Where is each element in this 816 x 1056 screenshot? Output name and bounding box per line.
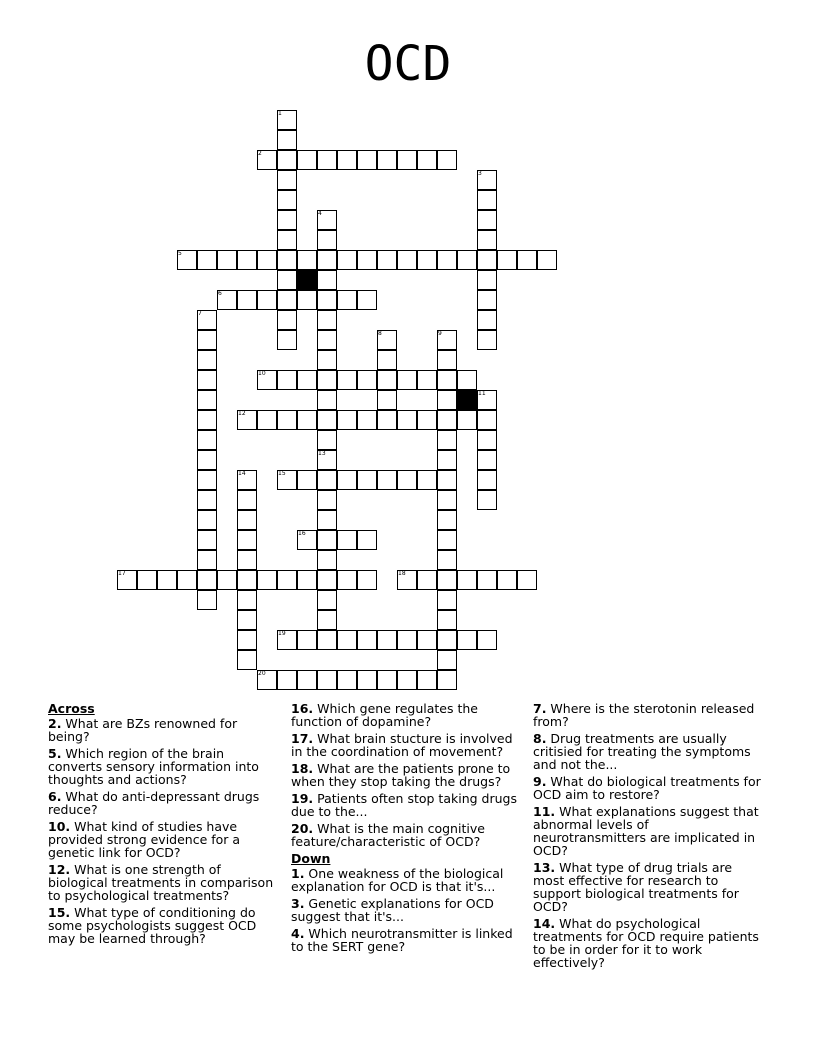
clue-number: 3. [291, 896, 305, 911]
clue-text: What is the main cognitive feature/characteristic of OCD? [291, 821, 485, 849]
grid-cell[interactable] [277, 330, 297, 350]
clue-text: What do psychological treatments for OCD require patients to be in order for it to work effectively? [533, 916, 759, 970]
grid-cell[interactable] [477, 410, 497, 430]
grid-cell[interactable] [357, 410, 377, 430]
grid-cell[interactable] [197, 350, 217, 370]
grid-cell[interactable] [437, 150, 457, 170]
clue-item [291, 702, 523, 728]
grid-cell[interactable] [477, 470, 497, 490]
grid-cell[interactable] [317, 430, 337, 450]
clue-item [533, 805, 765, 857]
clue-number: 1. [291, 866, 305, 881]
clue-number-label: 20 [258, 670, 266, 677]
grid-cell[interactable] [437, 350, 457, 370]
grid-cell[interactable] [197, 410, 217, 430]
clue-item [533, 732, 765, 771]
clue-text: What are the patients prone to when they stop taking the drugs? [291, 761, 511, 789]
grid-cell[interactable] [437, 390, 457, 410]
grid-cell[interactable] [317, 250, 337, 270]
clue-number: 20. [291, 821, 314, 836]
clue-text: Which gene regulates the function of dopamine? [291, 701, 478, 729]
grid-cell[interactable] [237, 290, 257, 310]
grid-cell[interactable] [317, 530, 337, 550]
grid-cell[interactable] [437, 450, 457, 470]
grid-cell[interactable] [197, 490, 217, 510]
grid-cell[interactable] [437, 430, 457, 450]
grid-cell[interactable] [317, 550, 337, 570]
grid-cell[interactable] [277, 370, 297, 390]
grid-cell[interactable] [297, 150, 317, 170]
grid-cell[interactable] [477, 450, 497, 470]
grid-cell[interactable] [357, 670, 377, 690]
clue-item [48, 747, 280, 786]
grid-cell[interactable] [277, 210, 297, 230]
grid-cell[interactable] [197, 470, 217, 490]
grid-cell[interactable] [217, 250, 237, 270]
clue-number: 16. [291, 701, 314, 716]
grid-cell[interactable] [377, 670, 397, 690]
grid-cell[interactable] [317, 390, 337, 410]
grid-cell[interactable] [337, 670, 357, 690]
grid-cell[interactable] [317, 510, 337, 530]
clue-text: What brain stucture is involved in the coordination of movement? [291, 731, 513, 759]
clue-number-label: 5 [178, 250, 182, 257]
grid-cell[interactable] [277, 230, 297, 250]
grid-cell[interactable] [337, 250, 357, 270]
clue-item [48, 863, 280, 902]
grid-cell[interactable] [357, 290, 377, 310]
grid-cell[interactable] [437, 630, 457, 650]
grid-cell[interactable] [197, 330, 217, 350]
clue-text: Patients often stop taking drugs due to the... [291, 791, 517, 819]
clue-item [291, 927, 523, 953]
clue-text: What is one strength of biological treatments in comparison to psychological treatments? [48, 862, 274, 903]
grid-cell[interactable] [317, 470, 337, 490]
grid-cell[interactable] [277, 670, 297, 690]
grid-cell[interactable] [437, 370, 457, 390]
grid-cell[interactable] [477, 330, 497, 350]
clue-item [291, 822, 523, 848]
clue-item [48, 820, 280, 859]
grid-cell[interactable] [297, 470, 317, 490]
clue-number: 18. [291, 761, 314, 776]
grid-cell[interactable] [237, 570, 257, 590]
grid-cell[interactable] [337, 630, 357, 650]
grid-cell[interactable] [297, 290, 317, 310]
grid-cell[interactable] [317, 490, 337, 510]
grid-cell[interactable] [397, 370, 417, 390]
grid-cell[interactable] [197, 430, 217, 450]
clue-item [533, 917, 765, 969]
clue-item [48, 906, 280, 945]
clue-number-label: 16 [298, 530, 306, 537]
grid-cell[interactable] [497, 570, 517, 590]
grid-cell[interactable] [357, 530, 377, 550]
grid-cell[interactable] [477, 570, 497, 590]
clue-number: 13. [533, 860, 556, 875]
grid-cell[interactable] [317, 410, 337, 430]
grid-cell[interactable] [397, 410, 417, 430]
puzzle-title: OCD [364, 36, 452, 92]
grid-cell[interactable] [317, 610, 337, 630]
grid-cell[interactable] [477, 310, 497, 330]
clue-text: One weakness of the biological explanation for OCD is that it's... [291, 866, 504, 894]
grid-cell[interactable] [277, 170, 297, 190]
grid-cell[interactable] [277, 270, 297, 290]
clue-item [48, 717, 280, 743]
clue-number: 9. [533, 774, 547, 789]
grid-cell[interactable] [377, 250, 397, 270]
grid-cell[interactable] [217, 570, 237, 590]
grid-cell[interactable] [377, 370, 397, 390]
grid-cell[interactable] [317, 310, 337, 330]
clue-number: 15. [48, 905, 71, 920]
grid-cell[interactable] [277, 410, 297, 430]
grid-cell[interactable] [277, 570, 297, 590]
grid-cell[interactable] [357, 630, 377, 650]
grid-cell[interactable] [257, 290, 277, 310]
grid-cell[interactable] [317, 370, 337, 390]
grid-cell[interactable] [237, 250, 257, 270]
grid-cell[interactable] [537, 250, 557, 270]
grid-cell[interactable] [237, 590, 257, 610]
grid-cell[interactable] [277, 250, 297, 270]
grid-cell[interactable] [437, 570, 457, 590]
grid-cell[interactable] [437, 610, 457, 630]
grid-cell[interactable] [177, 570, 197, 590]
grid-cell[interactable] [477, 630, 497, 650]
grid-cell[interactable] [357, 250, 377, 270]
grid-cell[interactable] [477, 190, 497, 210]
clue-number-label: 12 [238, 410, 246, 417]
grid-cell[interactable] [317, 570, 337, 590]
clue-number-label: 18 [398, 570, 406, 577]
grid-cell[interactable] [477, 250, 497, 270]
grid-cell[interactable] [197, 390, 217, 410]
grid-cell[interactable] [477, 230, 497, 250]
grid-cell[interactable] [377, 150, 397, 170]
clue-text: What are BZs renowned for being? [48, 716, 238, 744]
clue-number: 10. [48, 819, 71, 834]
grid-cell[interactable] [397, 150, 417, 170]
clue-text: What do biological treatments for OCD aim to restore? [533, 774, 761, 802]
grid-cell[interactable] [237, 510, 257, 530]
black-cell [297, 270, 317, 290]
grid-cell[interactable] [437, 410, 457, 430]
grid-cell[interactable] [377, 470, 397, 490]
grid-cell[interactable] [397, 630, 417, 650]
clue-number-label: 9 [438, 330, 442, 337]
grid-cell[interactable] [457, 630, 477, 650]
clue-text: Drug treatments are usually critisied for treating the symptoms and not the... [533, 731, 751, 772]
clue-number: 19. [291, 791, 314, 806]
grid-cell[interactable] [197, 590, 217, 610]
grid-cell[interactable] [237, 490, 257, 510]
clues-column-3 [533, 702, 765, 973]
clue-item [291, 762, 523, 788]
clue-number: 11. [533, 804, 556, 819]
grid-cell[interactable] [517, 570, 537, 590]
clue-item [533, 775, 765, 801]
clue-number-label: 13 [318, 450, 326, 457]
clue-number-label: 14 [238, 470, 246, 477]
clue-number-label: 6 [218, 290, 222, 297]
clue-item [291, 897, 523, 923]
grid-cell[interactable] [237, 530, 257, 550]
grid-cell[interactable] [197, 570, 217, 590]
clue-item [533, 861, 765, 913]
grid-cell[interactable] [437, 530, 457, 550]
clue-text: What type of drug trials are most effective for research to support biological treatments for OCD? [533, 860, 739, 914]
grid-cell[interactable] [497, 250, 517, 270]
grid-cell[interactable] [397, 670, 417, 690]
grid-cell[interactable] [437, 250, 457, 270]
clue-item [48, 790, 280, 816]
grid-cell[interactable] [417, 570, 437, 590]
clue-number-label: 7 [198, 310, 202, 317]
grid-cell[interactable] [337, 470, 357, 490]
clue-text: What explanations suggest that abnormal levels of neurotransmitters are implicated in OCD? [533, 804, 759, 858]
clue-text: What do anti-depressant drugs reduce? [48, 789, 260, 817]
clue-number-label: 10 [258, 370, 266, 377]
grid-cell[interactable] [377, 410, 397, 430]
grid-cell[interactable] [357, 370, 377, 390]
grid-cell[interactable] [517, 250, 537, 270]
grid-cell[interactable] [277, 150, 297, 170]
grid-cell[interactable] [197, 530, 217, 550]
grid-cell[interactable] [317, 590, 337, 610]
clues-column-2 [291, 702, 523, 957]
clue-number-label: 1 [278, 110, 282, 117]
grid-cell[interactable] [337, 570, 357, 590]
grid-cell[interactable] [297, 570, 317, 590]
grid-cell[interactable] [237, 610, 257, 630]
grid-cell[interactable] [257, 570, 277, 590]
grid-cell[interactable] [277, 130, 297, 150]
clue-item [291, 867, 523, 893]
grid-cell[interactable] [457, 410, 477, 430]
clue-number: 14. [533, 916, 556, 931]
clue-number-label: 17 [118, 570, 126, 577]
grid-cell[interactable] [317, 290, 337, 310]
clue-number-label: 19 [278, 630, 286, 637]
grid-cell[interactable] [277, 290, 297, 310]
grid-cell[interactable] [317, 630, 337, 650]
clue-text: Genetic explanations for OCD suggest that it's... [291, 896, 494, 924]
grid-cell[interactable] [257, 410, 277, 430]
clues-column-1 [48, 702, 280, 949]
clue-number: 6. [48, 789, 62, 804]
grid-cell[interactable] [237, 650, 257, 670]
grid-cell[interactable] [377, 390, 397, 410]
across-heading: Across [48, 701, 95, 716]
grid-cell[interactable] [357, 150, 377, 170]
grid-cell[interactable] [457, 570, 477, 590]
grid-cell[interactable] [337, 290, 357, 310]
clue-number-label: 11 [478, 390, 486, 397]
grid-cell[interactable] [197, 550, 217, 570]
clue-number-label: 15 [278, 470, 286, 477]
grid-cell[interactable] [477, 270, 497, 290]
down-heading: Down [291, 851, 331, 866]
grid-cell[interactable] [477, 490, 497, 510]
clue-item [291, 792, 523, 818]
grid-cell[interactable] [317, 230, 337, 250]
grid-cell[interactable] [437, 470, 457, 490]
clue-text: Which neurotransmitter is linked to the SERT gene? [291, 926, 513, 954]
grid-cell[interactable] [477, 430, 497, 450]
clue-text: Where is the sterotonin released from? [533, 701, 755, 729]
grid-cell[interactable] [317, 350, 337, 370]
grid-cell[interactable] [417, 250, 437, 270]
grid-cell[interactable] [237, 550, 257, 570]
clue-number-label: 8 [378, 330, 382, 337]
clue-number: 12. [48, 862, 71, 877]
grid-cell[interactable] [197, 250, 217, 270]
grid-cell[interactable] [457, 370, 477, 390]
grid-cell[interactable] [317, 330, 337, 350]
grid-cell[interactable] [417, 150, 437, 170]
clue-number: 2. [48, 716, 62, 731]
clue-number: 4. [291, 926, 305, 941]
clue-text: What type of conditioning do some psychologists suggest OCD may be learned through? [48, 905, 257, 946]
grid-cell[interactable] [277, 190, 297, 210]
grid-cell[interactable] [237, 630, 257, 650]
grid-cell[interactable] [197, 450, 217, 470]
grid-cell[interactable] [157, 570, 177, 590]
grid-cell[interactable] [357, 570, 377, 590]
grid-cell[interactable] [397, 470, 417, 490]
grid-cell[interactable] [357, 470, 377, 490]
grid-cell[interactable] [437, 670, 457, 690]
clue-text: What kind of studies have provided strong evidence for a genetic link for OCD? [48, 819, 241, 860]
grid-cell[interactable] [397, 250, 417, 270]
grid-cell[interactable] [437, 510, 457, 530]
grid-cell[interactable] [377, 350, 397, 370]
grid-cell[interactable] [317, 150, 337, 170]
clue-number: 7. [533, 701, 547, 716]
grid-cell[interactable] [297, 670, 317, 690]
grid-cell[interactable] [437, 590, 457, 610]
grid-cell[interactable] [337, 530, 357, 550]
grid-cell[interactable] [477, 210, 497, 230]
grid-cell[interactable] [337, 370, 357, 390]
clue-number: 17. [291, 731, 314, 746]
grid-cell[interactable] [277, 310, 297, 330]
grid-cell[interactable] [297, 250, 317, 270]
clue-text: Which region of the brain converts sensory information into thoughts and actions? [48, 746, 259, 787]
clue-item [533, 702, 765, 728]
grid-cell[interactable] [297, 370, 317, 390]
grid-cell[interactable] [197, 370, 217, 390]
grid-cell[interactable] [457, 250, 477, 270]
grid-cell[interactable] [437, 490, 457, 510]
clue-number: 5. [48, 746, 62, 761]
grid-cell[interactable] [317, 270, 337, 290]
clue-number-label: 3 [478, 170, 482, 177]
clue-item [291, 732, 523, 758]
grid-cell[interactable] [337, 150, 357, 170]
grid-cell[interactable] [297, 630, 317, 650]
grid-cell[interactable] [297, 410, 317, 430]
clue-number: 8. [533, 731, 547, 746]
grid-cell[interactable] [417, 410, 437, 430]
grid-cell[interactable] [417, 370, 437, 390]
grid-cell[interactable] [437, 550, 457, 570]
grid-cell[interactable] [317, 670, 337, 690]
grid-cell[interactable] [417, 670, 437, 690]
grid-cell[interactable] [137, 570, 157, 590]
grid-cell[interactable] [417, 630, 437, 650]
grid-cell[interactable] [437, 650, 457, 670]
grid-cell[interactable] [197, 510, 217, 530]
grid-cell[interactable] [337, 410, 357, 430]
grid-cell[interactable] [477, 290, 497, 310]
black-cell [457, 390, 477, 410]
clue-number-label: 2 [258, 150, 262, 157]
grid-cell[interactable] [417, 470, 437, 490]
grid-cell[interactable] [377, 630, 397, 650]
clue-number-label: 4 [318, 210, 322, 217]
grid-cell[interactable] [257, 250, 277, 270]
